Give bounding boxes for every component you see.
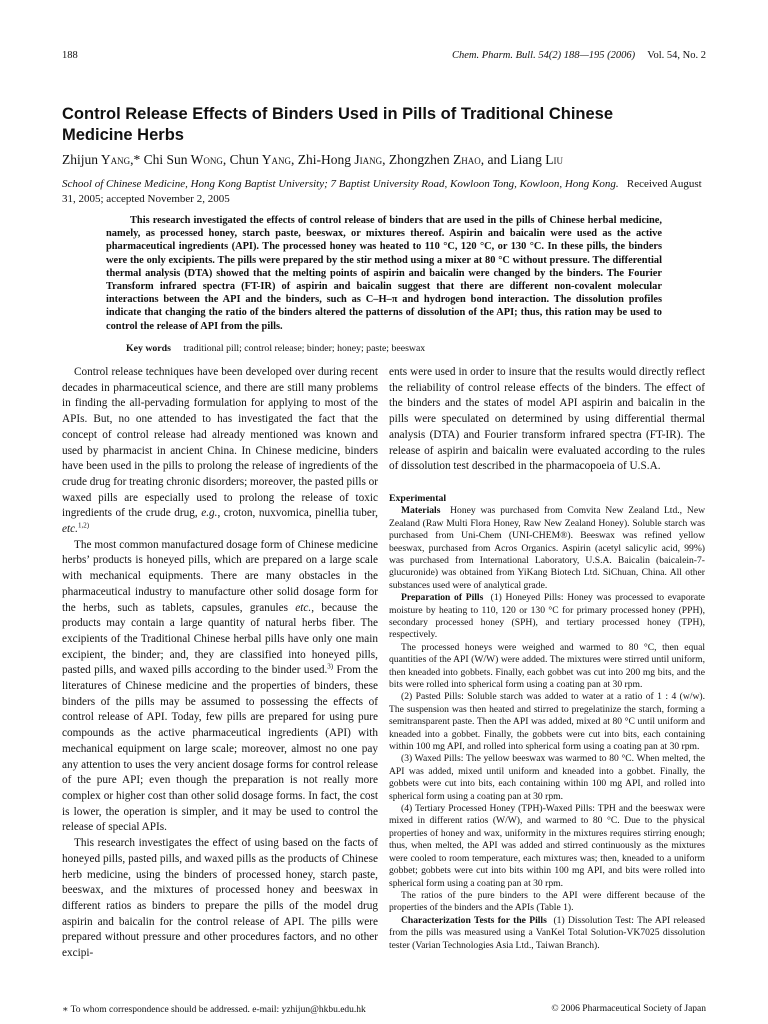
left-column <box>62 365 378 962</box>
text-run: The most common manufactured dosage form of Chinese medicine herbs’ products is honeyed pills, which are prepared on a large scale with mechanical equipments. There are many obstacles in the pharmaceutical industry to manufacture other solid dosage form for the herbs, such as tablets, capsules, granules <box>62 538 378 614</box>
affiliation <box>62 177 712 207</box>
keywords-text: traditional pill; control release; binder; honey; paste; beeswax <box>183 343 426 354</box>
text-run: e.g. <box>201 507 218 520</box>
author-separator: , <box>291 152 298 167</box>
experimental-section <box>389 493 705 952</box>
citation-ref: 1,2) <box>77 521 90 530</box>
citation-ref: 3) <box>327 662 334 671</box>
paragraph <box>389 915 705 952</box>
author-name: Zhi-Hong J <box>297 152 360 167</box>
article-title: Control Release Effects of Binders Used in Pills of Traditional Chinese Medicine Herbs <box>62 105 614 144</box>
text-run: From the literatures of Chinese medicine and the properties of binders, these binders of the pills may be assumed to possessing the effects of control release of API. Today, few pills are prepared for using pure compounds as the active pharmaceutical ingredients (API) with mechanical equipment on large scale; moreover, almost no one pay any attention to uses the very ancient dosage forms for control release of the pure API; even though the preparation is not really more complex or higher cost than other solid dosage forms. In fact, the cost is lower, the operation is simpler, and it may be used to control the release of special APIs. <box>62 664 379 834</box>
paragraph: This research investigates the effect of using based on the facts of honeyed pills, pasted pills, and waxed pills as the products of Chinese herb medicine, using the binders of processed honey, starch paste, beeswax, and the mixtures of processed honey and beeswax in different ratios as binders to prepare the pills of the model drug aspirin and baicalin for the control release of API. The pills were prepared without pressure and other procedures factors, and no other excipi- <box>62 837 378 960</box>
author-name: Liang L <box>510 152 554 167</box>
subsection-label: Materials <box>401 505 441 517</box>
text-run: , croton, nuxvomica, pinellia tuber, <box>217 507 378 520</box>
author-name-sc: ang <box>271 152 292 167</box>
page-number: 188 <box>62 50 78 61</box>
author-name-sc: ong <box>203 152 223 167</box>
paragraph: The processed honeys were weighed and warmed to 80 °C, then equal quantities of the API (W/W) were added. The mixtures were stirred until uniform, then kneaded into gobbets. Finally, each gobbet was cut into 200 mg bits, and the bits were rolled into spherical form using a coating pan at 30 rpm. <box>389 641 705 691</box>
text-run: (1) Honeyed Pills: Honey was processed to evaporate moisture by heating to 110, 120 or 130 °C for primary processed honey (PPH), secondary processed honey (SPH), and tertiary processed honey (TPH), respectively. <box>389 592 705 641</box>
author-name: Chun Y <box>229 152 272 167</box>
keywords-label: Key words <box>126 343 171 354</box>
journal-citation: Chem. Pharm. Bull. 54(2) 188—195 (2006) <box>452 50 636 61</box>
paragraph: ents were used in order to insure that the results would directly reflect the reliability of control release effects of the binders. The effect of the binders and the states of model API aspirin and baicalin in the pills were speculated on determined by using differential thermal analysis (DTA) and Fourier transform infrared spectra (FT-IR). The release of aspirin and baicalin were evaluated according to the rules of dissolution test described in the pharmacopoeia of U.S.A. <box>389 366 705 473</box>
right-column <box>389 365 705 952</box>
text-run: Honey was purchased from Comvita New Zealand Ltd., New Zealand (Raw Multi Flora Honey, Raw New Zealand Honey). Soluble starch was purchased from Uni-Chem (UNI-CHEM®). Beeswax was refined yellow beeswax, purchased from Acros Organics. Aspirin (acetyl salicylic acid, 99%) was purchased from International Laboratory, U.S.A. Baicalin (baicalein-7-glucuronide) was obtained from YiKang Biotech Ltd. SiChuan, China. All other substances used were of analytical grade. <box>389 505 706 591</box>
text-run: etc. <box>62 523 78 536</box>
subsection-label: Characterization Tests for the Pills <box>401 914 547 926</box>
author-separator: , and <box>480 152 511 167</box>
paragraph: The ratios of the pure binders to the API were different because of the properties of the binders and the APIs (Table 1). <box>389 889 705 914</box>
author-list <box>62 152 712 168</box>
subsection-label: Preparation of Pills <box>401 592 484 604</box>
running-header <box>62 50 706 64</box>
paragraph: (4) Tertiary Processed Honey (TPH)-Waxed Pills: TPH and the beeswax were mixed in different ratios (W/W), and warmed to 80 °C. Due to the physical properties of honey and wax, uniformity in the mixtures requires stirring enough; thus, when melted, the API was added and stirred continuously as the mixtures were cooled to room temperature, each mixtures was; then, kneaded to a uniform gobbet; gobbets were cut into bits within 100 mg API, and bits were rolled into spherical form using a coating pan at 30 rpm. <box>389 803 705 889</box>
paragraph <box>389 592 705 642</box>
author-name: Chi Sun W <box>143 152 204 167</box>
author-name-sc: iang <box>359 152 383 167</box>
author-name-sc: ang <box>110 152 131 167</box>
received-dates: Received August 31, 2005; accepted November 2, 2005 <box>62 178 702 205</box>
volume-issue: Vol. 54, No. 2 <box>647 50 706 61</box>
section-heading: Experimental <box>389 492 447 504</box>
paragraph <box>62 365 378 538</box>
author-name: Zhijun Y <box>62 152 111 167</box>
affiliation-text: School of Chinese Medicine, Hong Kong Baptist University; 7 Baptist University Road, Kowloon Tong, Kowloon, Hong Kong. <box>62 178 619 190</box>
text-run: Control release techniques have been developed over during recent decades in pharmaceutical science, and there are still many problems in finding the all-pervading formulation for applying to most of the APIs. But, no one attended to has investigated the fact that the concept of control release had already mentioned was known and used by pharmacist in ancient China. In Chinese medicine, binders have been used in the pills to prolong the release of ingredients of the crude drug for treating chronic disorders; moreover, the pasted pills or waxed pills are especially used to prolong the release of toxic ingredients of the crude drug, <box>62 366 379 520</box>
paragraph: (3) Waxed Pills: The yellow beeswax was warmed to 80 °C. When melted, the API was added, mixed until uniform and kneaded into a gobbet. Finally, the gobbets were cut into bits, each containing within 100 mg API, and rolled into spherical form using a coating pan at 30 rpm. <box>389 753 705 802</box>
author-separator: , <box>222 152 230 167</box>
correspondence-note: ∗ To whom correspondence should be addressed. e-mail: yzhijun@hkbu.edu.hk <box>62 1005 366 1015</box>
author-separator: , <box>382 152 389 167</box>
author-name-sc: hao <box>461 152 481 167</box>
author-name-sc: iu <box>553 152 564 167</box>
paragraph <box>389 505 705 592</box>
text-run: (1) Dissolution Test: The API released from the pills was measured using a VanKel Total Solution-VK7025 dissolution tester (Varian Technologies Asia Ltd., Taiwan Branch). <box>389 914 705 951</box>
paragraph: (2) Pasted Pills: Soluble starch was added to water at a ratio of 1 : 4 (w/w). The suspension was then heated and stirred to pregelatinize the starch, forming a semitransparent paste. Then the API was added, mixed at 80 °C until uniform and kneaded into a gobbet. Finally, the gobbets were cut into bits, each containing within 100 mg API, and rolled into spherical form using a coating pan at 30 rpm. <box>389 691 705 753</box>
corresponding-mark: ,* <box>130 152 144 167</box>
paragraph <box>62 538 378 836</box>
copyright-notice: © 2006 Pharmaceutical Society of Japan <box>551 1004 706 1014</box>
text-run: , because the products may contain a large quantity of natural herbs fiber. The excipients of the Traditional Chinese herbal pills have only one main excipient, the binder; and, they are classified into honeyed pills, pasted pills, and waxed pills according to the binder used. <box>62 601 378 677</box>
keywords <box>126 343 425 354</box>
text-run: etc. <box>295 601 312 614</box>
abstract: This research investigated the effects of control release of binders that are used in the pills of Chinese herbal medicine, namely, as processed honey, starch paste, beeswax, or mixtures thereof. Aspirin and baicalin were used as the active pharmaceutical ingredients (API). The processed honey was heated to 110 °C, 120 °C, or 130 °C. In these pills, the binders were the only excipients. The pills were prepared by the stir method using a mixer at 80 °C without pressure. The differential thermal analysis (DTA) showed that the melting points of aspirin and baicalin were changed by the binders. The Fourier Transform infrared spectra (FT-IR) of aspirin and baicalin suggest that there are different non-covalent molecular interactions between the API and the binders, such as C–H–π and hydrogen bond interaction. The dissolution profiles indicate that changing the ratio of the binders altered the patterns of dissolution of the API; thus, this ration may be used to control the release of API from the pills. <box>106 215 662 332</box>
author-name: Zhongzhen Z <box>388 152 462 167</box>
